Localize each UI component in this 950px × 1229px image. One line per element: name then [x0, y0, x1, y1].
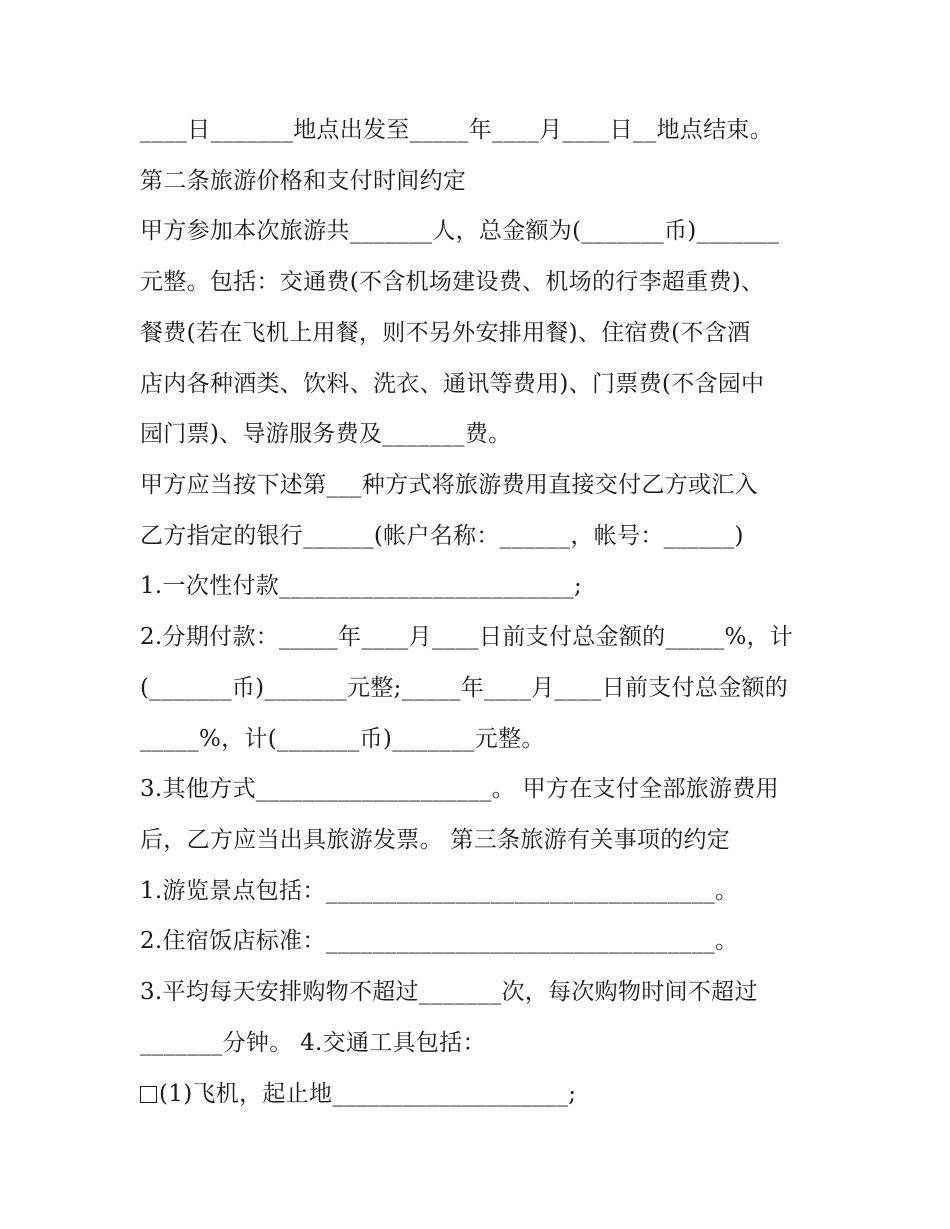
text-line: 3.平均每天安排购物不超过_______次，每次购物时间不超过	[140, 979, 758, 1005]
text-line: 乙方指定的银行______(帐户名称：______，帐号：______)	[140, 523, 744, 549]
text-line: 1.游览景点包括：_________________________________。	[140, 878, 739, 904]
text-line: 餐费(若在飞机上用餐，则不另外安排用餐)、住宿费(不含酒	[140, 320, 751, 346]
text-line: _____%，计(_______币)_______元整。	[140, 726, 545, 752]
checkbox-label: (1)飞机，起止地____________________;	[159, 1081, 577, 1107]
text-line: 店内各种酒类、饮料、洗衣、通讯等费用)、门票费(不含园中	[140, 371, 765, 397]
text-line: 1.一次性付款_________________________;	[140, 573, 583, 599]
section-heading: 第二条旅游价格和支付时间约定	[140, 168, 467, 194]
text-line: 2.住宿饭店标准：_________________________________。	[140, 928, 739, 954]
text-line: 甲方参加本次旅游共_______人，总金额为(_______币)_______	[140, 218, 780, 244]
text-line: 后，乙方应当出具旅游发票。 第三条旅游有关事项的约定	[140, 827, 731, 853]
text-line: 元整。包括：交通费(不含机场建设费、机场的行李超重费)、	[140, 269, 765, 295]
text-line: 甲方应当按下述第___种方式将旅游费用直接交付乙方或汇入	[140, 472, 758, 498]
text-line: ____日_______地点出发至_____年____月____日__地点结束。	[140, 117, 773, 143]
text-line: 2.分期付款：_____年____月____日前支付总金额的_____%，计	[140, 624, 794, 650]
text-line: _______分钟。 4.交通工具包括：	[140, 1030, 486, 1056]
text-line: (_______币)_______元整;_____年____月____日前支付总金额的	[140, 675, 789, 701]
text-line: 园门票)、导游服务费及_______费。	[140, 421, 512, 447]
checkbox-icon[interactable]	[140, 1086, 157, 1103]
text-line: 3.其他方式____________________。 甲方在支付全部旅游费用	[140, 776, 779, 802]
checkbox-line	[140, 1079, 820, 1109]
